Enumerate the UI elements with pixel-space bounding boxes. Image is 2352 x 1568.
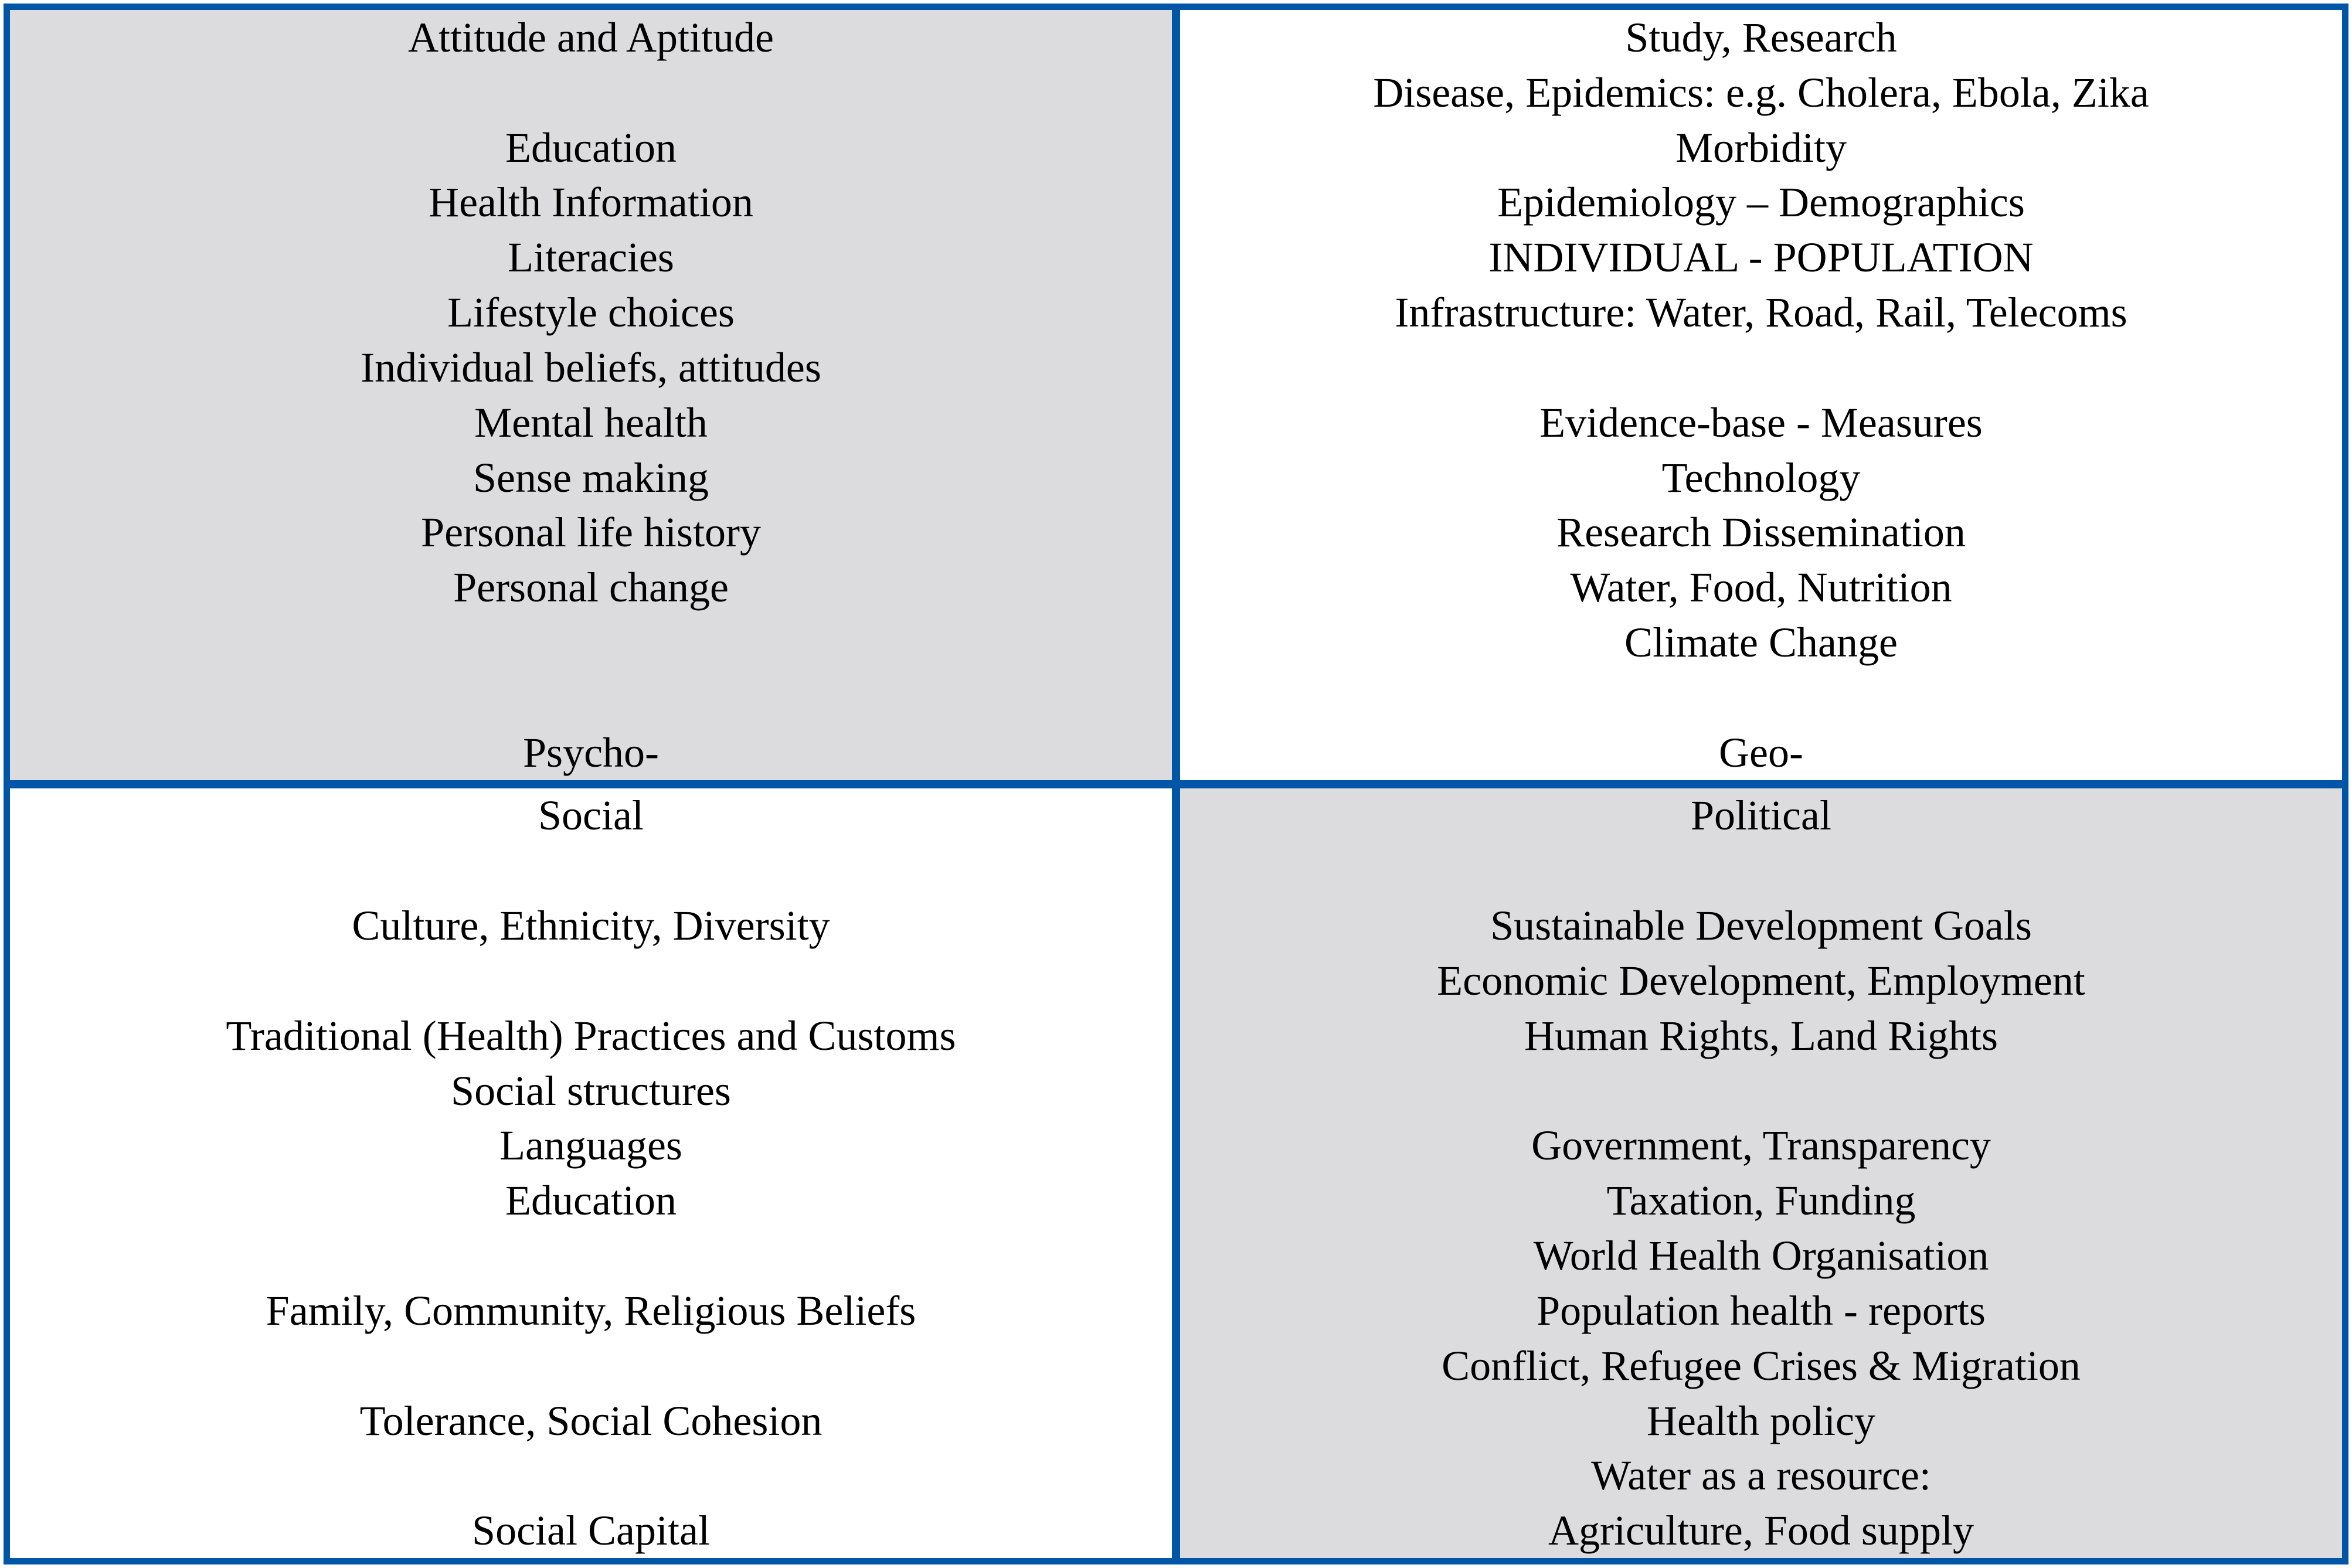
- list-item: Economic Development, Employment: [1437, 957, 2085, 1004]
- list-item: Mental health: [474, 399, 708, 446]
- list-item: Population health - reports: [1537, 1287, 1986, 1334]
- list-item: Human Rights, Land Rights: [1524, 1012, 1998, 1059]
- quadrant-title: Social: [538, 792, 644, 839]
- list-item: Health Information: [429, 179, 753, 226]
- list-item: Lifestyle choices: [447, 289, 735, 336]
- list-item: Infrastructure: Water, Road, Rail, Telecoms: [1395, 289, 2127, 336]
- spacer-line: [22, 1338, 1160, 1393]
- quadrant-social: [10, 788, 1172, 1559]
- list-item: Water, Food, Nutrition: [1570, 564, 1952, 611]
- list-item: Education: [505, 124, 677, 171]
- list-item: Epidemiology – Demographics: [1497, 179, 2025, 226]
- list-item: Family, Community, Religious Beliefs: [266, 1287, 916, 1334]
- list-item: Technology: [1661, 454, 1861, 501]
- list-item: Agriculture, Food supply: [1548, 1507, 1974, 1555]
- quadrant-geo: [1180, 10, 2342, 780]
- spacer-line: [22, 953, 1160, 1008]
- quadrant-title: Attitude and Aptitude: [408, 13, 774, 61]
- spacer-line: [1192, 1063, 2330, 1118]
- list-item: Education: [505, 1177, 677, 1225]
- list-item: Disease, Epidemics: e.g. Cholera, Ebola, Zika: [1373, 69, 2149, 116]
- spacer-line: [22, 1228, 1160, 1283]
- list-item: Health policy: [1647, 1397, 1875, 1444]
- spacer-line: [22, 1448, 1160, 1503]
- list-item: Literacies: [508, 234, 674, 281]
- list-item: Climate Change: [1624, 619, 1898, 666]
- quadrant-political: [1180, 788, 2342, 1559]
- spacer-line: [22, 670, 1160, 725]
- list-item: Languages: [499, 1122, 682, 1169]
- axis-label-geo: Geo-: [1719, 729, 1803, 776]
- list-item: Conflict, Refugee Crises & Migration: [1442, 1342, 2081, 1389]
- spacer-line: [22, 615, 1160, 670]
- spacer-line: [1192, 670, 2330, 725]
- list-item: Personal life history: [421, 509, 761, 556]
- list-item: Personal change: [453, 564, 729, 611]
- list-item: Social structures: [451, 1067, 731, 1114]
- list-item: Tolerance, Social Cohesion: [359, 1397, 822, 1444]
- quadrant-title: Political: [1691, 792, 1831, 839]
- quadrant-grid: [4, 4, 2348, 1564]
- list-item: Evidence-base - Measures: [1539, 399, 1983, 446]
- axis-label-psycho: Psycho-: [523, 729, 659, 776]
- list-item: Study, Research: [1625, 13, 1897, 61]
- spacer-line: [1192, 340, 2330, 395]
- list-item: Research Dissemination: [1556, 509, 1966, 556]
- spacer-line: [1192, 843, 2330, 898]
- list-item: Individual beliefs, attitudes: [361, 343, 821, 391]
- list-item: Sense making: [473, 454, 709, 501]
- list-item: Water as a resource:: [1591, 1452, 1931, 1499]
- list-item: Government, Transparency: [1531, 1122, 1991, 1169]
- quadrant-psycho: [10, 10, 1172, 780]
- list-item: Taxation, Funding: [1606, 1177, 1916, 1225]
- list-item: Sustainable Development Goals: [1490, 902, 2032, 950]
- spacer-line: [22, 843, 1160, 898]
- spacer-line: [22, 65, 1160, 120]
- list-item: Morbidity: [1675, 124, 1847, 171]
- list-item: Social Capital: [472, 1507, 710, 1555]
- list-item: Traditional (Health) Practices and Customs: [226, 1012, 956, 1059]
- list-item: Culture, Ethnicity, Diversity: [352, 902, 830, 950]
- list-item: INDIVIDUAL - POPULATION: [1488, 234, 2034, 281]
- list-item: World Health Organisation: [1533, 1232, 1989, 1280]
